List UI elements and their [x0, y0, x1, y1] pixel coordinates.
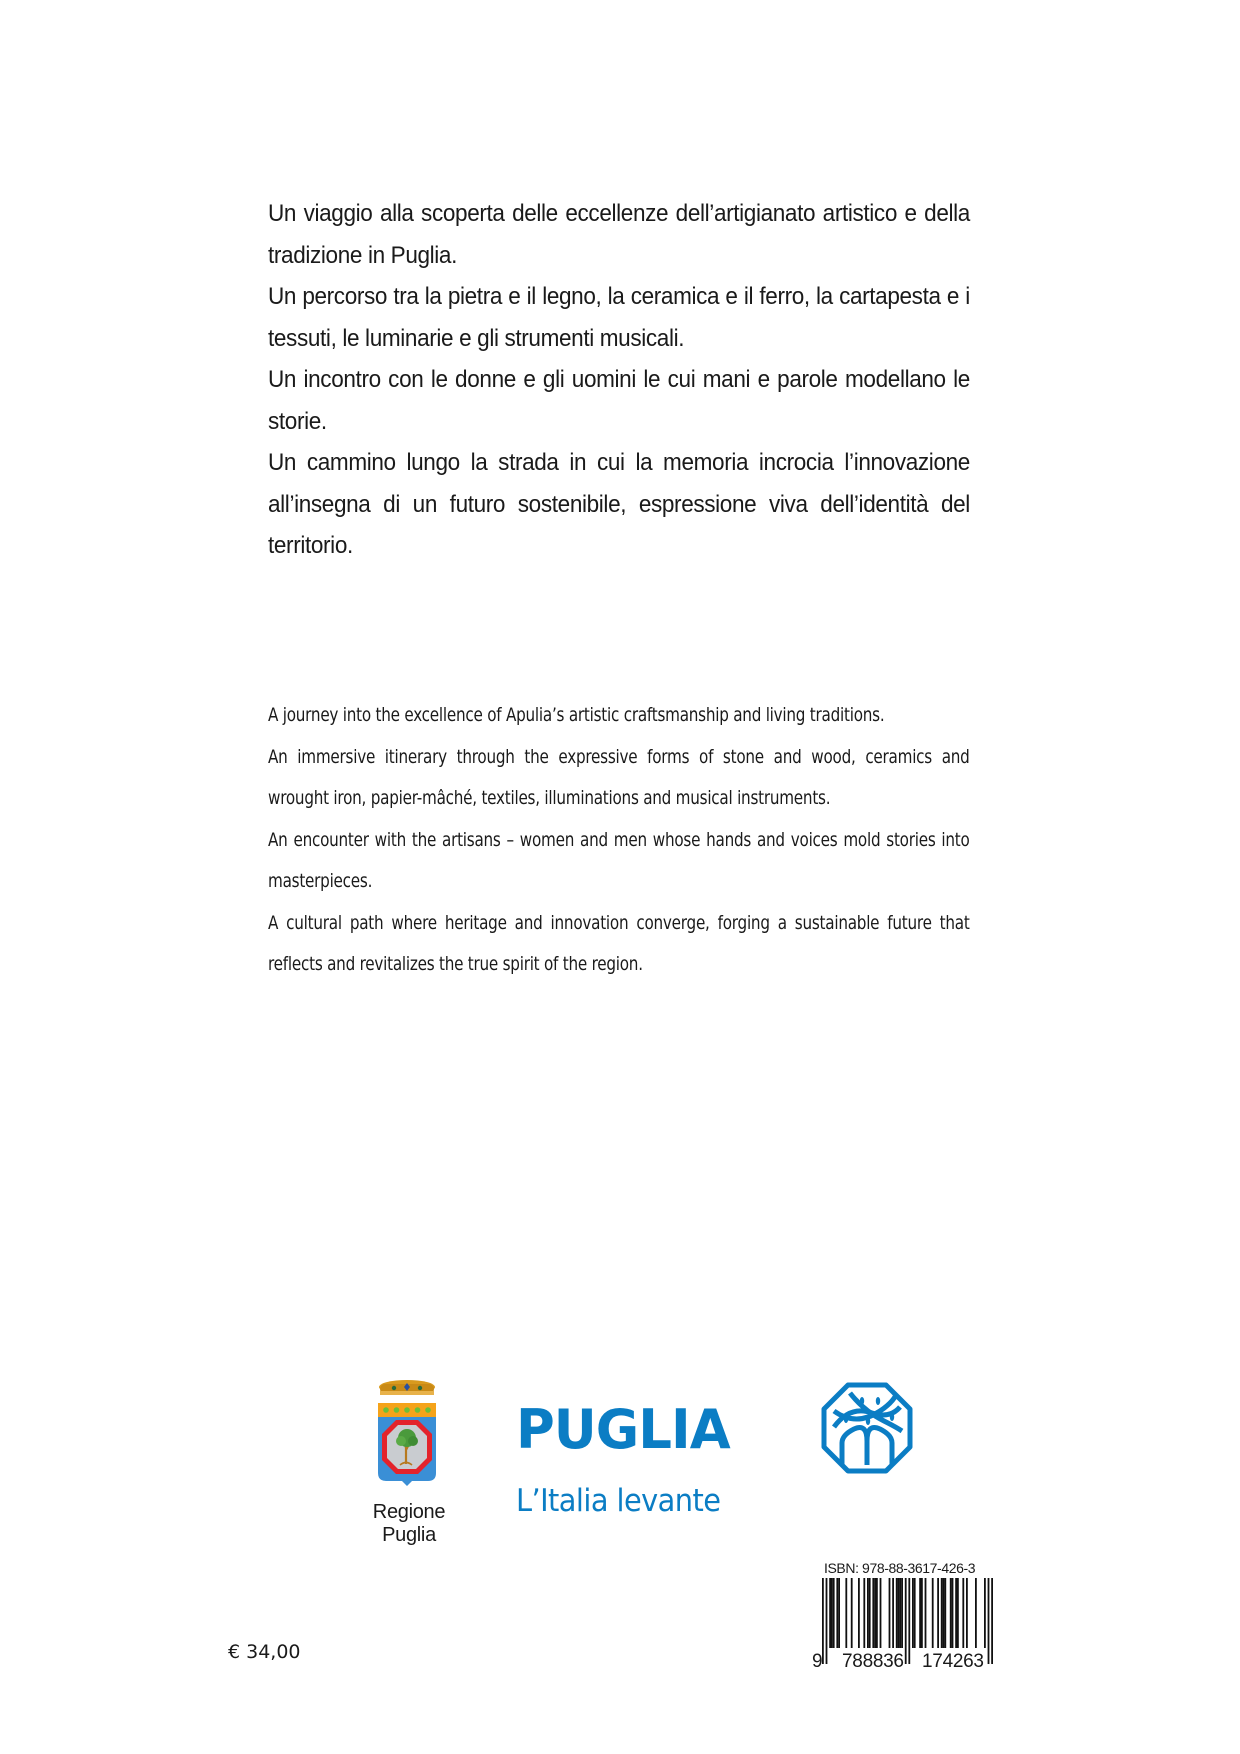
- barcode-bar: [966, 1578, 968, 1648]
- english-paragraph: An immersive itinerary through the expressive forms of stone and wood, ceramics and wrought iron, papier-mâché, textiles, illuminations and musical instruments.: [268, 745, 970, 809]
- english-paragraph: A cultural path where heritage and innovation converge, forging a sustainable future that reflects and revitalizes the true spirit of the region.: [268, 911, 970, 975]
- barcode-bar: [833, 1578, 835, 1648]
- barcode-bar: [919, 1578, 921, 1648]
- regione-puglia-logo: [352, 1378, 462, 1546]
- barcode-digits-left: 788836: [842, 1651, 904, 1670]
- price-label: € 34,00: [228, 1641, 301, 1663]
- barcode-bar: [984, 1578, 986, 1648]
- barcode-digits-right: 174263: [922, 1651, 984, 1670]
- isbn-label: ISBN: 978-88-3617-426-3: [824, 1560, 976, 1576]
- barcode-bar: [826, 1578, 828, 1664]
- barcode-bar: [912, 1578, 914, 1648]
- barcode-bar: [831, 1578, 833, 1648]
- barcode-bar: [908, 1578, 910, 1664]
- barcode-bar: [889, 1578, 891, 1648]
- puglia-brand-tagline: L’Italia levante: [516, 1483, 721, 1519]
- barcode-bar: [845, 1578, 847, 1648]
- barcode-bar: [943, 1578, 945, 1648]
- barcode-bar: [896, 1578, 898, 1648]
- english-paragraph: A journey into the excellence of Apulia’s artistic craftsmanship and living traditions.: [268, 704, 885, 726]
- barcode-bar: [898, 1578, 900, 1648]
- italian-paragraph: Un cammino lungo la strada in cui la memoria incrocia l’innovazione all’insegna di un futuro sostenibile, espressione viva dell’identità del territorio.: [268, 449, 970, 559]
- english-description: [268, 695, 970, 986]
- barcode-bar: [869, 1578, 871, 1648]
- barcode-bar: [988, 1578, 990, 1664]
- barcode-bar: [941, 1578, 943, 1648]
- barcode-digit-prefix: 9: [812, 1651, 823, 1670]
- barcode-bar: [952, 1578, 954, 1648]
- regione-puglia-label: Regione Puglia: [372, 1501, 446, 1546]
- isbn-barcode-block: [812, 1560, 1002, 1670]
- barcode-bar: [872, 1578, 874, 1648]
- barcode-icon: [812, 1578, 1002, 1670]
- barcode-bar: [955, 1578, 957, 1648]
- barcode-bar: [863, 1578, 865, 1648]
- barcode-bar: [899, 1578, 901, 1648]
- barcode-bar: [851, 1578, 853, 1648]
- barcode-bar: [914, 1578, 916, 1648]
- italian-paragraph: Un incontro con le donne e gli uomini le cui mani e parole modellano le storie.: [268, 366, 970, 435]
- barcode-bar: [975, 1578, 977, 1648]
- barcode-bar: [944, 1578, 946, 1648]
- coat-of-arms-icon: [354, 1378, 460, 1496]
- barcode-bar: [921, 1578, 923, 1648]
- puglia-brand-title: PUGLIA: [516, 1398, 730, 1461]
- barcode-bar: [962, 1578, 964, 1648]
- barcode-bar: [829, 1578, 831, 1648]
- barcode-bar: [937, 1578, 939, 1648]
- italian-description: [268, 193, 970, 567]
- octagon-tree-icon: [820, 1381, 914, 1475]
- barcode-bar: [836, 1578, 838, 1648]
- barcode-bar: [905, 1578, 907, 1664]
- barcode-bar: [901, 1578, 903, 1648]
- barcode-bar: [925, 1578, 927, 1648]
- english-paragraph: An encounter with the artisans – women and men whose hands and voices mold stories into masterpieces.: [268, 828, 970, 892]
- barcode-bar: [950, 1578, 952, 1648]
- barcode-bar: [838, 1578, 840, 1648]
- barcode-bar: [957, 1578, 959, 1648]
- barcode-bar: [876, 1578, 878, 1648]
- barcode-bar: [858, 1578, 860, 1648]
- barcode-bar: [991, 1578, 993, 1664]
- octagon-tree-logo: [820, 1381, 914, 1475]
- italian-paragraph: Un viaggio alla scoperta delle eccellenze dell’artigianato artistico e della tradizione in Puglia.: [268, 200, 970, 269]
- barcode-bar: [892, 1578, 894, 1648]
- barcode-bar: [867, 1578, 869, 1648]
- barcode-bar: [932, 1578, 934, 1648]
- italian-paragraph: Un percorso tra la pietra e il legno, la ceramica e il ferro, la cartapesta e i tessuti, le luminarie e gli strumenti musicali.: [268, 283, 970, 352]
- barcode-bar: [880, 1578, 882, 1648]
- barcode-bar: [874, 1578, 876, 1648]
